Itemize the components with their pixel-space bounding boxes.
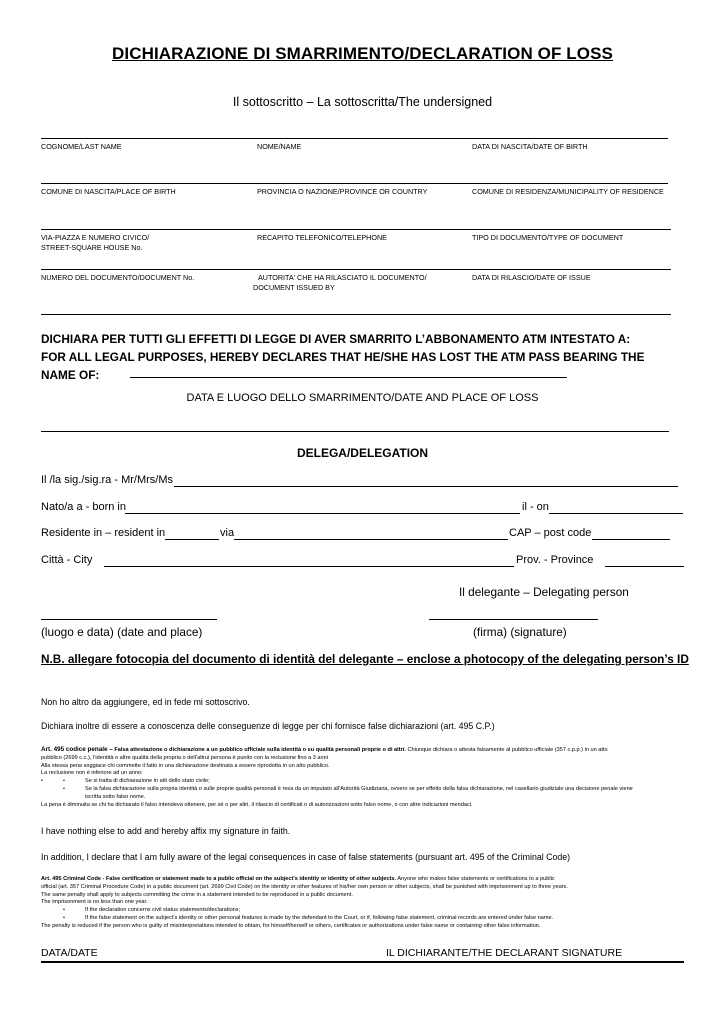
resident-label: Residente in – resident in — [41, 527, 166, 539]
place-date-field[interactable] — [41, 619, 217, 620]
field-line[interactable] — [41, 269, 671, 270]
section-divider — [41, 314, 671, 315]
field-line[interactable] — [41, 183, 668, 184]
delegate-name-label: Il /la sig./sig.ra - Mr/Mrs/Ms — [41, 474, 174, 486]
signature-label: (firma) (signature) — [473, 625, 567, 639]
document-number-label: NUMERO DEL DOCUMENTO/DOCUMENT No. — [41, 273, 195, 282]
born-in-label: Nato/a a - born in — [41, 501, 126, 513]
en-statement-2: In addition, I declare that I am fully aware of the legal consequences in case of false statements (pursuant art. 495 of the Criminal Code) — [41, 852, 571, 862]
post-code-field[interactable] — [592, 539, 670, 540]
footer-rule — [41, 961, 684, 963]
post-code-label: CAP – post code — [509, 527, 592, 539]
declaration-text: DICHIARA PER TUTTI GLI EFFETTI DI LEGGE DI AVER SMARRITO L’ABBONAMENTO ATM INTESTATO A: FOR ALL LEGAL PURPOSES, HEREBY DECLARES THAT HE/SHE HAS LOST THE ATM PASS BEARING THE NAME OF: — [41, 332, 645, 382]
municipality-label: COMUNE DI RESIDENZA/MUNICIPALITY OF RESIDENCE — [472, 187, 664, 196]
field-line[interactable] — [41, 229, 671, 230]
city-field[interactable] — [104, 566, 514, 567]
art495-en-block: Art. 495 Criminal Code - False certification or statement made to a public official on the subject’s identity or identity of other subjects. Anyone who makes false statements or certifications to a public official (art. 357 Criminal Procedure Code) in a public document (art. 2699 Civil Code) on the identity or other features of his/her own person or other subjects, shall be punished with imprisonment up to three years. The same penalty shall apply to subjects committing the crime in a statement intended to be reproduced in a public document. The imprisonment is no less than one year. • If the declaration concerns civil status statements/declarations; • If the false statement on the subject’s identity or other personal features is made by the defendant to the Court, or if, following false statement, criminal records are entered under false name. The penalty is reduced if the person who is guilty of misinterpretations intended to obtain, for himself/herself or others, certificates or authorizations under false name or containing other false information. — [41, 876, 568, 929]
province-label: PROVINCIA O NAZIONE/PROVINCE OR COUNTRY — [257, 187, 428, 196]
it-statement-2: Dichiara inoltre di essere a conoscenza delle conseguenze di legge per chi fornisce false dichiarazioni (art. 495 C.P.) — [41, 721, 495, 731]
bullet-icon: • — [63, 907, 65, 914]
field-line[interactable] — [41, 138, 668, 139]
date-of-issue-label: DATA DI RILASCIO/DATE OF ISSUE — [472, 273, 591, 282]
via-field[interactable] — [234, 539, 508, 540]
nb-note: N.B. allegare fotocopia del documento di identità del delegante – enclose a photocopy of the delegating person’s ID — [41, 652, 689, 666]
page-subtitle: Il sottoscritto – La sottoscritta/The undersigned — [232, 95, 493, 109]
footer-signature-label: IL DICHIARANTE/THE DECLARANT SIGNATURE — [386, 947, 623, 959]
via-label: via — [220, 527, 235, 539]
it-statement-1: Non ho altro da aggiungere, ed in fede mi sottoscrivo. — [41, 697, 250, 707]
bullet-icon: • • — [63, 778, 65, 786]
street-label: VIA-PIAZZA E NUMERO CIVICO/ STREET-SQUARE HOUSE No. — [41, 233, 150, 252]
place-of-birth-label: COMUNE DI NASCITA/PLACE OF BIRTH — [41, 187, 176, 196]
province-field[interactable] — [605, 566, 684, 567]
art495-it-block: Art. 495 codice penale – Falsa attestazione o dichiarazione a un pubblico ufficiale sulla identità o su qualità personali proprie o di altri. Chiunque dichiara o attesta falsamente al pubblico ufficiale (357 c.p.p.) in un atto pubblico (2699 c.c.), l’identità o altre qualità della propria o dell’altrui persona è punito con la reclusione fino a 3 anni Alla stessa pena soggiace chi commette il fatto in una dichiarazione destinata a essere riprodotta in un atto pubblico. La reclusione non è inferiore ad un anno: • • Se si tratta di dichiarazione in atti dello stato civile; • Se la falsa dichiarazione sulla propria identità o sulle proprie qualità personali è resa da un imputato all’Autorità Giudiziaria, ovvero se per effetto della falsa dichiarazione, nel casellario giudiziale una decisione penale viene iscritta sotto falso nome. La pena è diminuita se chi ha dichiarato il falso intendeva ottenere, per sé o per altri, il rilascio di certificati o di autorizzazioni sotto falso nome, o con altre indicazioni mendaci. — [41, 746, 691, 809]
delegation-heading: DELEGA/DELEGATION — [296, 446, 429, 460]
born-on-label: il - on — [522, 501, 549, 513]
resident-field[interactable] — [165, 539, 219, 540]
bullet-icon: • — [63, 785, 65, 792]
name-label: NOME/NAME — [257, 142, 302, 151]
telephone-label: RECAPITO TELEFONICO/TELEPHONE — [257, 233, 387, 242]
province-label: Prov. - Province — [516, 554, 594, 566]
delegating-person-label: Il delegante – Delegating person — [459, 585, 629, 599]
en-statement-1: I have nothing else to add and hereby affix my signature in faith. — [41, 826, 291, 836]
delegate-name-field[interactable] — [174, 486, 678, 487]
born-in-field[interactable] — [125, 513, 520, 514]
born-on-field[interactable] — [549, 513, 683, 514]
footer-date-label: DATA/DATE — [41, 947, 98, 959]
last-name-label: COGNOME/LAST NAME — [41, 142, 122, 151]
pass-holder-name-field[interactable] — [130, 377, 567, 378]
place-date-label: (luogo e data) (date and place) — [41, 625, 203, 639]
loss-date-place-field[interactable] — [41, 431, 669, 432]
document-type-label: TIPO DI DOCUMENTO/TYPE OF DOCUMENT — [472, 233, 624, 242]
page-title: DICHIARAZIONE DI SMARRIMENTO/DECLARATION OF LOSS — [112, 44, 613, 63]
delegate-signature-field[interactable] — [429, 619, 598, 620]
issuing-authority-label: AUTORITA' CHE HA RILASCIATO IL DOCUMENTO/ DOCUMENT ISSUED BY — [253, 273, 427, 292]
bullet-icon: • — [63, 914, 65, 921]
date-of-birth-label: DATA DI NASCITA/DATE OF BIRTH — [472, 142, 588, 151]
city-label: Città - City — [41, 554, 93, 566]
loss-date-place-label: DATA E LUOGO DELLO SMARRIMENTO/DATE AND PLACE OF LOSS — [186, 392, 539, 404]
